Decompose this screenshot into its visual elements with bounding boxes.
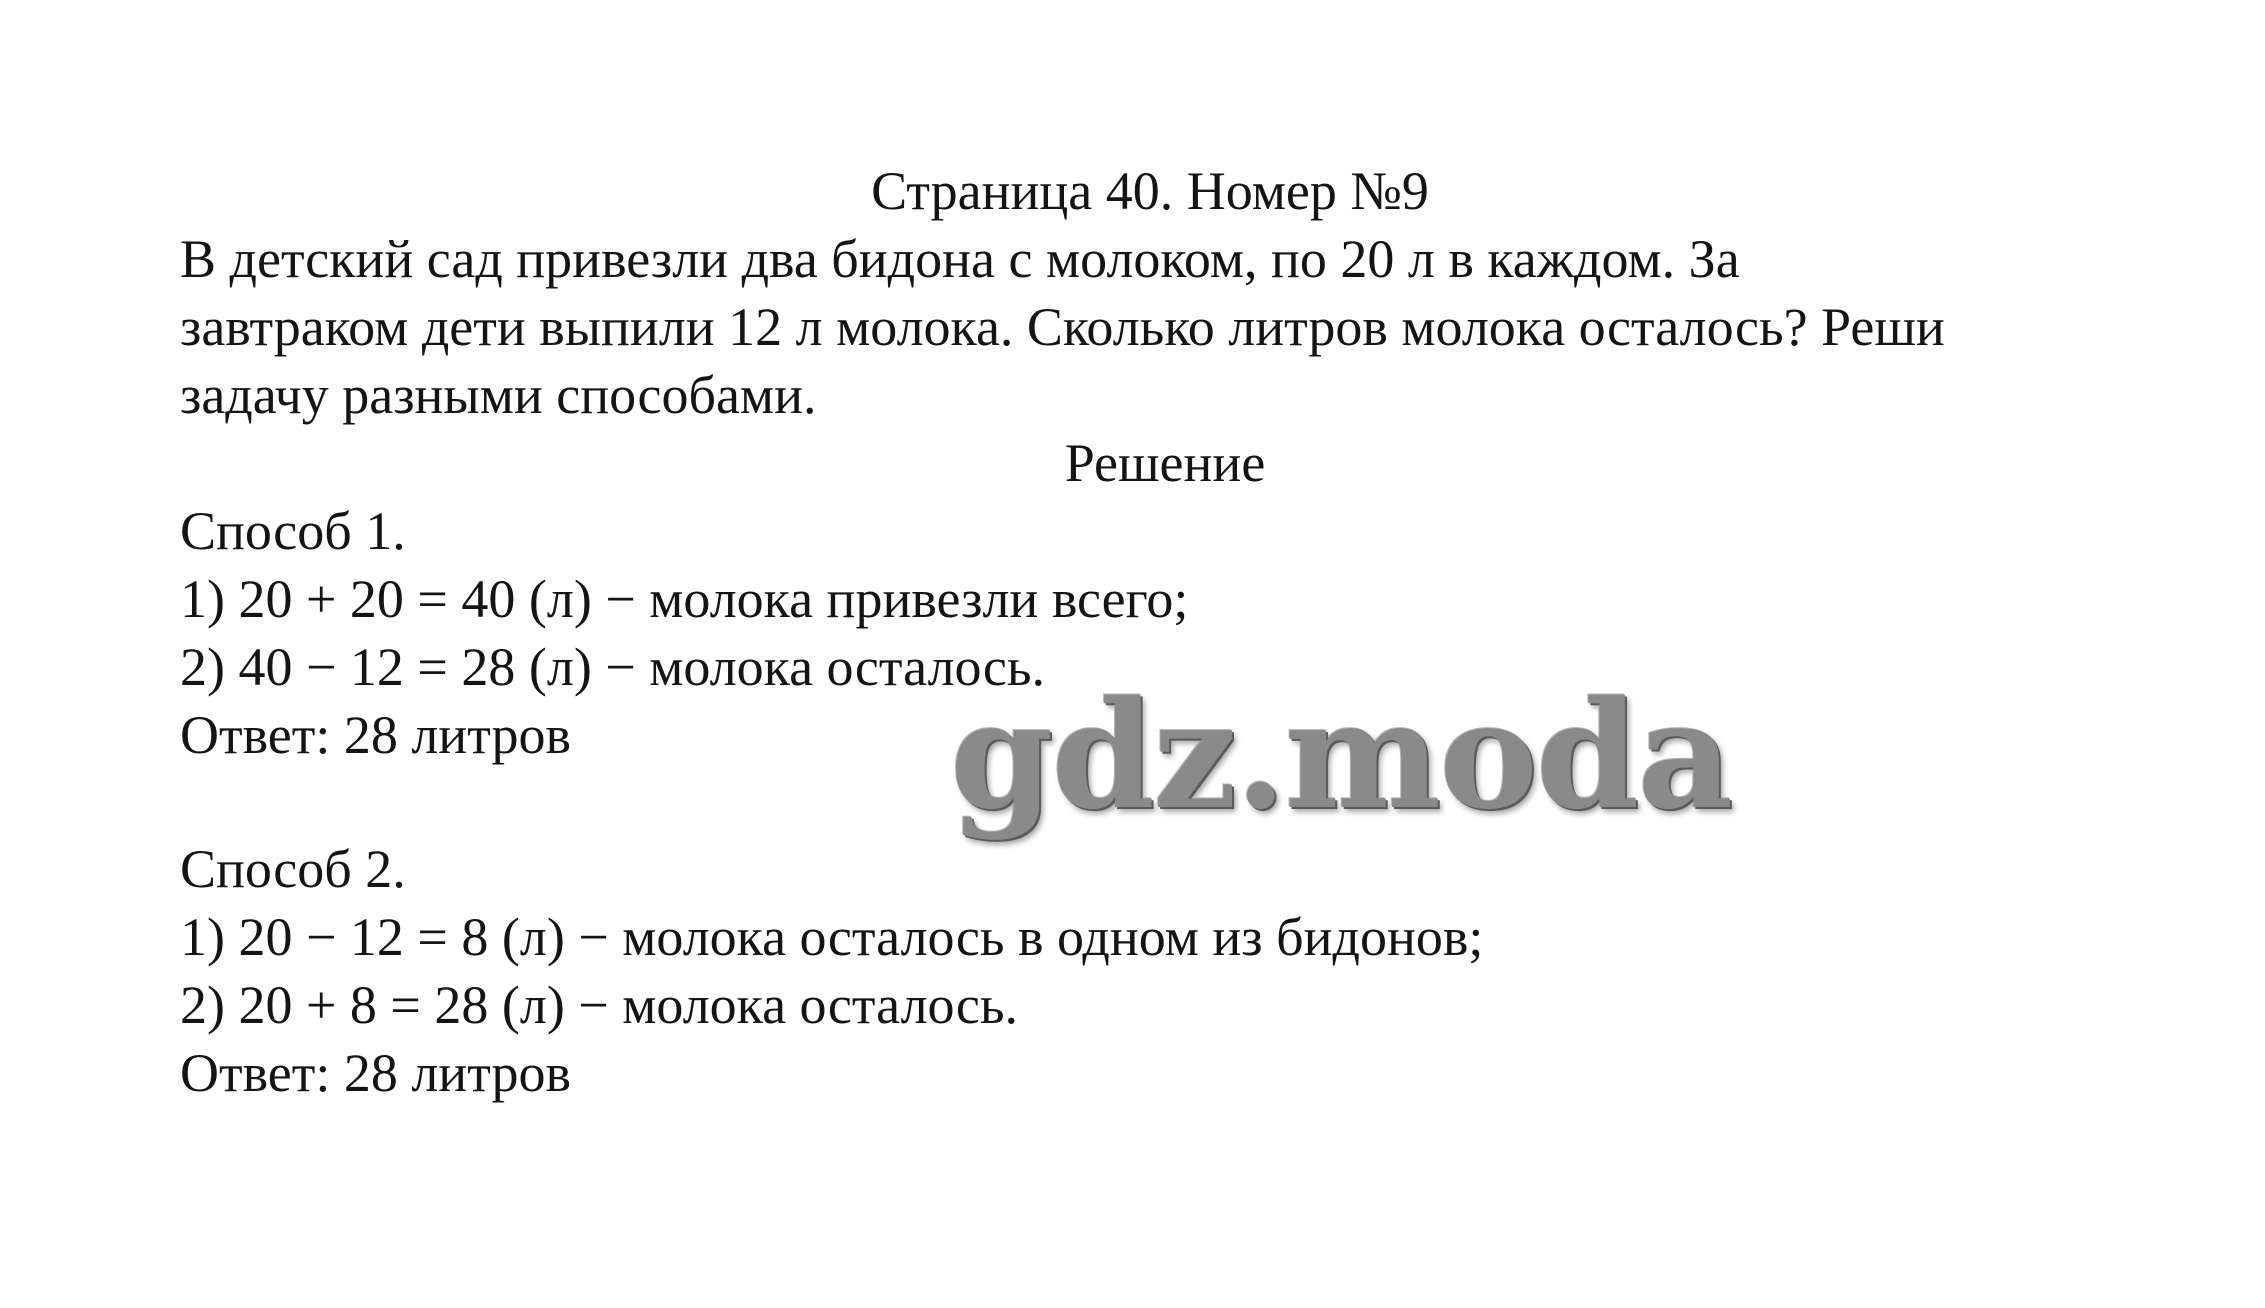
method-2-answer: Ответ: 28 литров [180, 1043, 571, 1103]
method-1-step-2: 2) 40 − 12 = 28 (л) − молока осталось. [180, 637, 1045, 697]
solution-heading: Решение [1064, 433, 1266, 493]
method-1-step-1: 1) 20 + 20 = 40 (л) − молока привезли всего; [180, 569, 1189, 629]
method-2-heading: Способ 2. [180, 839, 406, 899]
method-1-heading: Способ 1. [180, 501, 406, 561]
task-text-line-2: завтраком дети выпили 12 л молока. Сколько литров молока осталось? Реши [180, 297, 1945, 357]
method-2-step-1: 1) 20 − 12 = 8 (л) − молока осталось в одном из бидонов; [180, 907, 1484, 967]
task-text-line-1: В детский сад привезли два бидона с молоком, по 20 л в каждом. За [180, 229, 1740, 289]
method-2-step-2: 2) 20 + 8 = 28 (л) − молока осталось. [180, 975, 1018, 1035]
watermark-logo: gdz.moda [950, 668, 1732, 842]
method-1-answer: Ответ: 28 литров [180, 705, 571, 765]
task-text-line-3: задачу разными способами. [180, 365, 817, 425]
page-title: Страница 40. Номер №9 [871, 161, 1429, 221]
